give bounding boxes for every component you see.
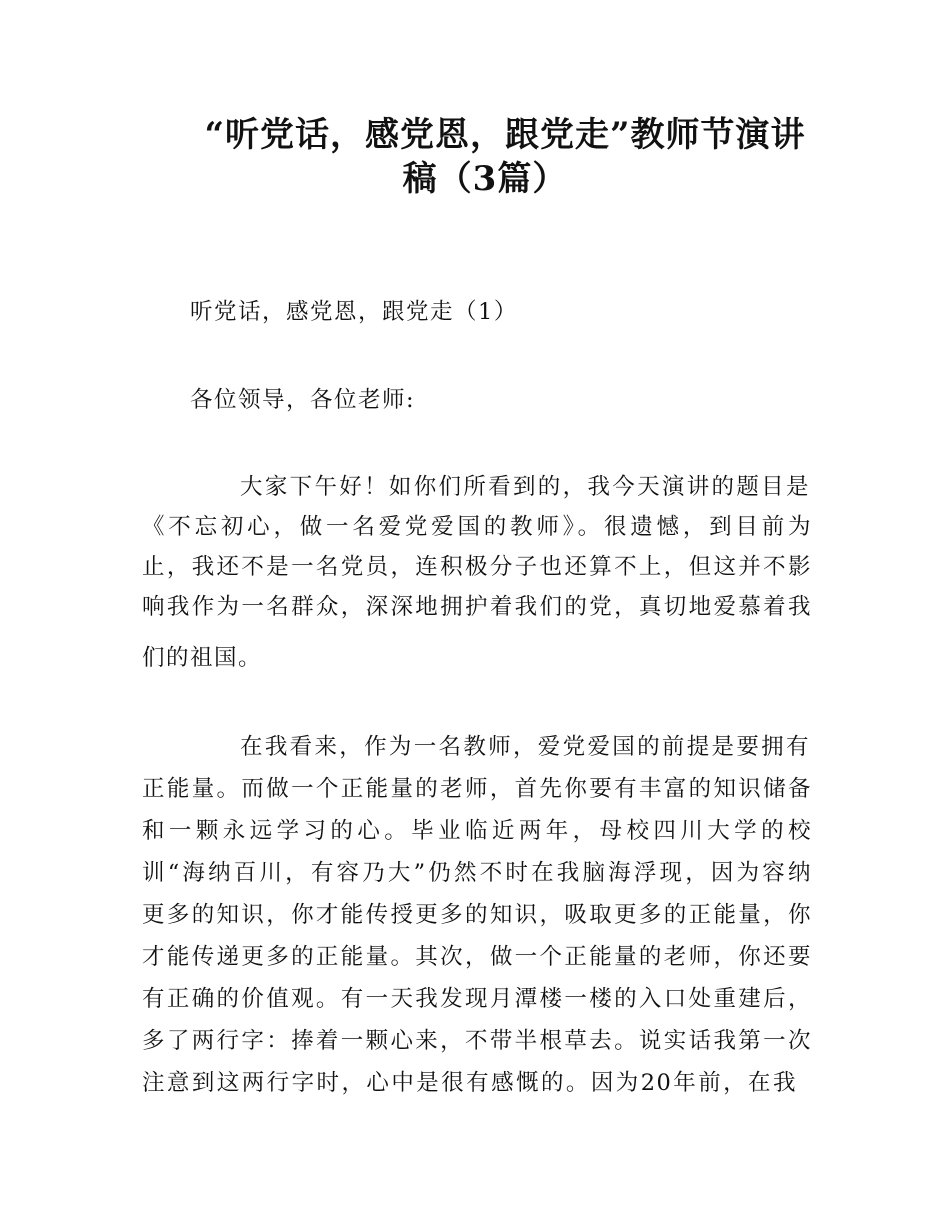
paragraph-1-line: 们的祖国。 [142,645,263,671]
greeting: 各位领导，各位老师: [190,387,416,413]
paragraph-1-line: 大家下午好！如你们所看到的，我今天演讲的题目是 [240,474,810,500]
paragraph-2-line: 和一颗永远学习的心。毕业临近两年，母校四川大学的校 [142,818,812,844]
paragraph-2-line: 更多的知识，你才能传授更多的知识，吸取更多的正能量，你 [142,902,812,928]
paragraph-2-line: 才能传递更多的正能量。其次，做一个正能量的老师，你还要 [142,944,812,970]
paragraph-1-line: 《不忘初心，做一名爱党爱国的教师》。很遗憾，到目前为 [142,514,812,540]
paragraph-2-line: 多了两行字：捧着一颗心来，不带半根草去。说实话我第一次 [142,1028,812,1054]
paragraph-1-line: 止，我还不是一名党员，连积极分子也还算不上，但这并不影 [142,554,812,580]
section-heading: 听党话，感党恩，跟党走（1） [190,299,518,325]
document-title-line-1: “听党话，感党恩，跟党走”教师节演讲 [204,115,806,155]
document-title-line-2: 稿（3篇） [402,159,568,199]
paragraph-1-line: 响我作为一名群众，深深地拥护着我们的党，真切地爱慕着我 [142,594,812,620]
paragraph-2-line: 在我看来，作为一名教师，爱党爱国的前提是要拥有 [240,734,810,760]
paragraph-2-line: 注意到这两行字时，心中是很有感慨的。因为20年前，在我 [142,1070,797,1096]
paragraph-2-line: 有正确的价值观。有一天我发现月潭楼一楼的入口处重建后， [142,986,812,1012]
paragraph-2-line: 正能量。而做一个正能量的老师，首先你要有丰富的知识储备 [142,776,812,802]
paragraph-2-line: 训“海纳百川，有容乃大”仍然不时在我脑海浮现，因为容纳 [142,860,812,886]
